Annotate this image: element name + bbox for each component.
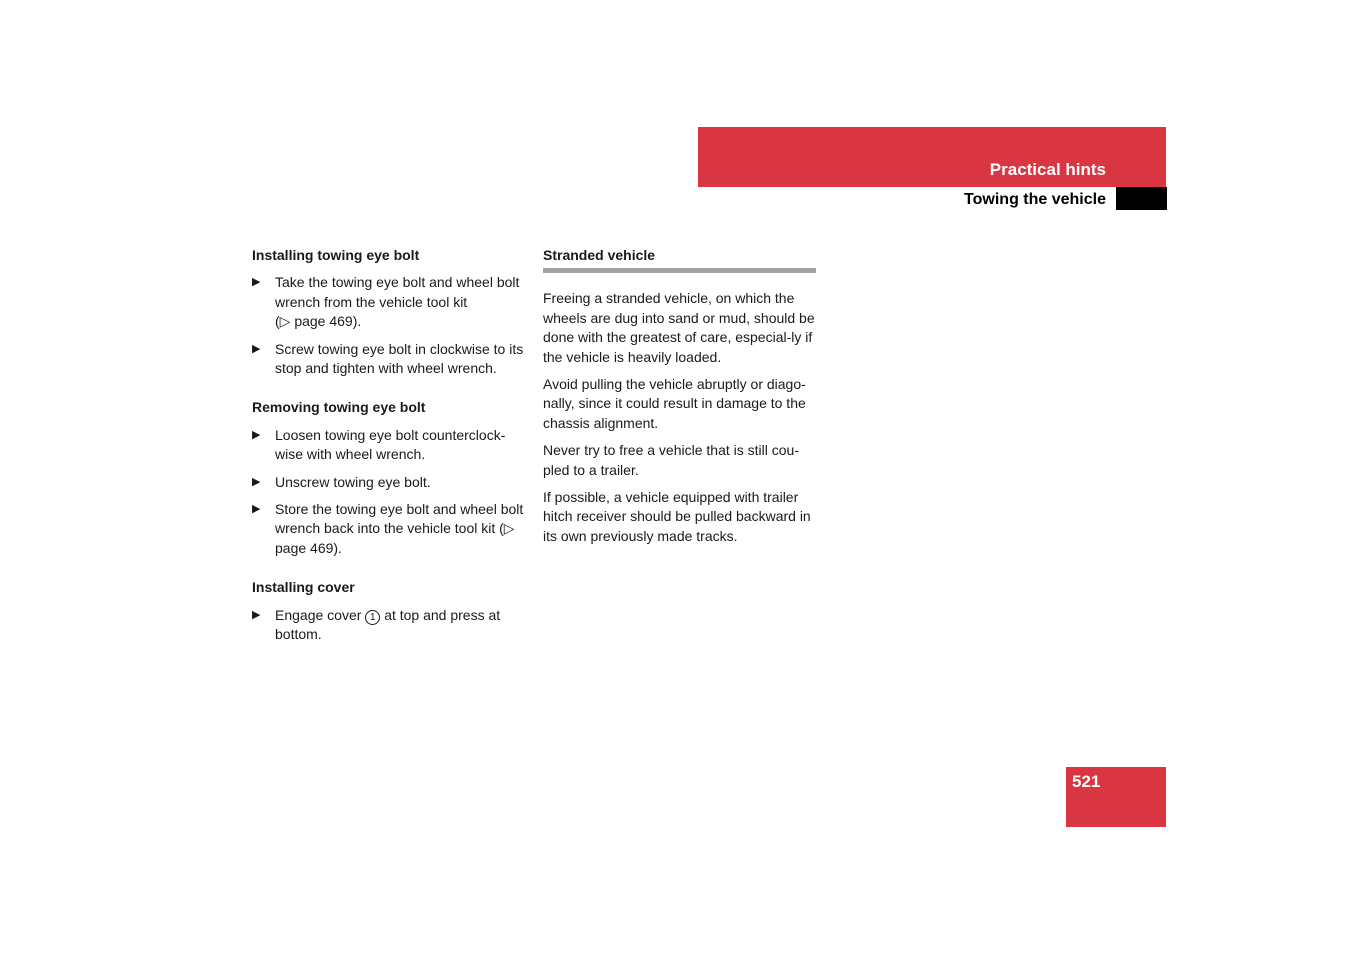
callout-number-icon: 1 xyxy=(365,610,380,625)
section-title: Practical hints xyxy=(989,160,1106,179)
bullet-icon: ▶ xyxy=(252,342,261,355)
remove-step-3-text: Store the towing eye bolt and wheel bolt wrench back into the vehicle tool kit (▷ page 469). xyxy=(275,501,524,556)
page-number: 521 xyxy=(1072,772,1101,791)
remove-step-2 xyxy=(252,473,530,492)
right-column xyxy=(543,246,819,554)
bullet-icon: ▶ xyxy=(252,503,261,516)
bullet-icon: ▶ xyxy=(252,608,261,621)
remove-heading: Removing towing eye bolt xyxy=(252,399,426,416)
remove-step-1 xyxy=(252,426,530,465)
install-step-2-text: Screw towing eye bolt in clockwise to its stop and tighten with wheel wrench. xyxy=(275,340,524,377)
heading-rule xyxy=(543,268,816,273)
bullet-icon: ▶ xyxy=(252,276,261,289)
stranded-heading: Stranded vehicle xyxy=(543,247,656,263)
remove-step-2-text: Unscrew towing eye bolt. xyxy=(275,473,431,490)
left-column xyxy=(252,246,530,653)
subsection-title: Towing the vehicle xyxy=(964,191,1106,208)
install-step-1-pageref: (▷ page 469). xyxy=(275,313,362,330)
install-step-2 xyxy=(252,340,530,379)
install-step-1 xyxy=(252,273,530,331)
remove-step-3 xyxy=(252,500,530,558)
stranded-paragraph-4: If possible, a vehicle equipped with trailer hitch receiver should be pulled backward in its own previously made tracks. xyxy=(543,489,811,544)
cover-heading: Installing cover xyxy=(252,579,355,596)
install-step-1-text: Take the towing eye bolt and wheel bolt wrench from the vehicle tool kit xyxy=(275,274,520,310)
stranded-paragraph-1: Freeing a stranded vehicle, on which the wheels are dug into sand or mud, should be done with the greatest of care, especial-ly if the vehicle is heavily loaded. xyxy=(543,290,815,365)
remove-step-1-text: Loosen towing eye bolt counterclock-wise with wheel wrench. xyxy=(275,426,506,463)
thumb-tab-marker xyxy=(1116,187,1167,210)
cover-step-text-after: at top and press at bottom. xyxy=(275,606,501,643)
bullet-icon: ▶ xyxy=(252,475,261,488)
stranded-paragraph-2: Avoid pulling the vehicle abruptly or diago-nally, since it could result in damage to the chassis alignment. xyxy=(543,376,806,431)
cover-step-1 xyxy=(252,606,530,645)
bullet-icon: ▶ xyxy=(252,428,261,441)
install-heading: Installing towing eye bolt xyxy=(252,247,420,263)
page-number-box xyxy=(1066,767,1166,827)
cover-step-text-before: Engage cover xyxy=(275,606,362,623)
stranded-paragraph-3: Never try to free a vehicle that is still cou-pled to a trailer. xyxy=(543,442,799,478)
